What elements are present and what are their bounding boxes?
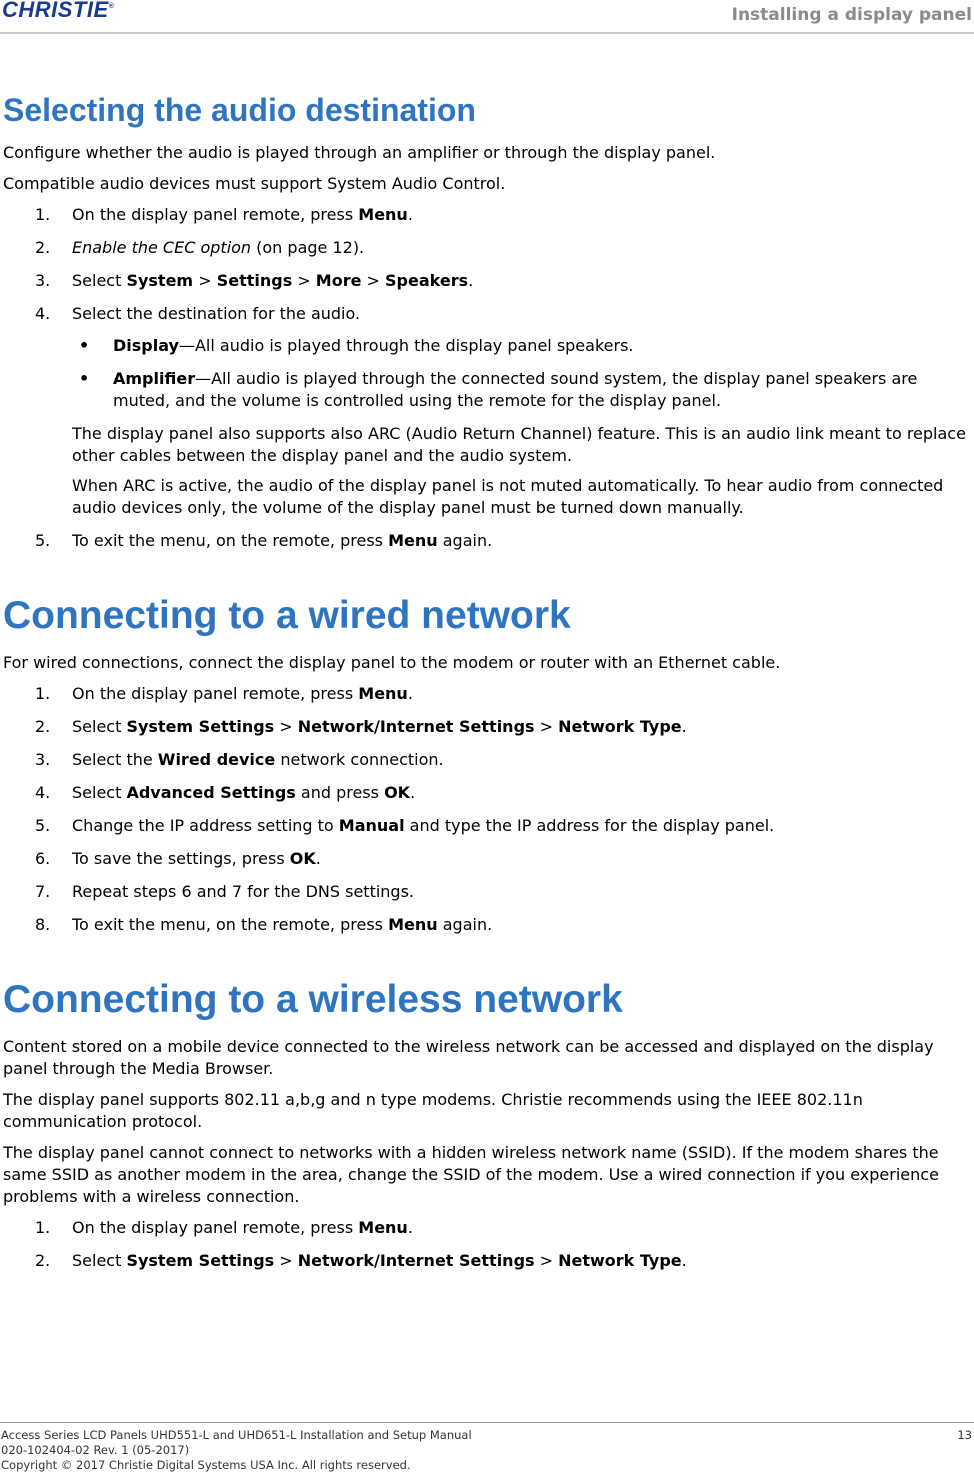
audio-options xyxy=(72,335,968,412)
list-item: • Amplifier—All audio is played through the connected sound system, the display panel speakers are muted, and the volume is controlled using the remote for the display panel. xyxy=(79,369,918,410)
list-item: 8. To exit the menu, on the remote, press Menu again. xyxy=(35,915,493,934)
page-header xyxy=(0,0,974,32)
list-item: 5. To exit the menu, on the remote, press Menu again. xyxy=(35,531,493,550)
arc-note-2: When ARC is active, the audio of the display panel is not muted automatically. To hear audio from connected audio devices only, the volume of the display panel must be turned down manually. xyxy=(72,476,944,517)
audio-steps xyxy=(3,204,968,552)
page-number: 13 xyxy=(957,1428,972,1442)
wireless-intro-3: The display panel cannot connect to networks with a hidden wireless network name (SSID). If the modem shares the same SSID as another modem in the area, change the SSID of the modem. Use a wired connection if you experience problems with a wireless connection. xyxy=(3,1143,939,1206)
list-item: 6. To save the settings, press OK. xyxy=(35,849,321,868)
list-item: 1. On the display panel remote, press Menu. xyxy=(35,1218,413,1237)
arc-note-1: The display panel also supports also ARC (Audio Return Channel) feature. This is an audio link meant to replace other cables between the display panel and the audio system. xyxy=(72,424,966,465)
list-item: 3. Select the Wired device network connection. xyxy=(35,750,444,769)
christie-logo xyxy=(2,0,114,23)
footer-divider xyxy=(0,1422,974,1423)
wireless-intro-2: The display panel supports 802.11 a,b,g and n type modems. Christie recommends using the IEEE 802.11n communication protocol. xyxy=(3,1090,863,1131)
footer-revision: 020-102404-02 Rev. 1 (05-2017) xyxy=(1,1443,190,1457)
audio-intro-2: Compatible audio devices must support System Audio Control. xyxy=(3,174,506,193)
list-item: 4. Select Advanced Settings and press OK. xyxy=(35,783,416,802)
wired-steps xyxy=(3,683,968,936)
list-item: 1. On the display panel remote, press Menu. xyxy=(35,205,413,224)
list-item: 7. Repeat steps 6 and 7 for the DNS settings. xyxy=(35,882,415,901)
cec-option-link[interactable]: Enable the CEC option xyxy=(72,238,252,257)
wireless-steps xyxy=(3,1217,968,1272)
list-item: 3. Select System > Settings > More > Speakers. xyxy=(35,271,474,290)
audio-intro-1: Configure whether the audio is played through an amplifier or through the display panel. xyxy=(3,143,716,162)
header-divider xyxy=(0,32,974,34)
wired-intro: For wired connections, connect the display panel to the modem or router with an Ethernet cable. xyxy=(3,653,781,672)
list-item: 5. Change the IP address setting to Manual and type the IP address for the display panel. xyxy=(35,816,775,835)
footer-manual-title: Access Series LCD Panels UHD551-L and UHD651-L Installation and Setup Manual xyxy=(1,1428,472,1442)
logo-text: CHRISTIE xyxy=(2,0,109,22)
list-item: 2. Select System Settings > Network/Internet Settings > Network Type. xyxy=(35,717,687,736)
wireless-heading: Connecting to a wireless network xyxy=(3,978,623,1021)
page-footer xyxy=(0,1418,974,1473)
section-heading: Installing a display panel xyxy=(731,5,972,25)
list-item: 2. Select System Settings > Network/Internet Settings > Network Type. xyxy=(35,1251,687,1270)
list-item: 4. Select the destination for the audio. • Display—All audio is played through the display panel speakers. • Amplifier—All audio is played through the connected sound system, the display panel speakers are muted, and the volume is controlled using the remote for the display panel. The display panel also supports also ARC (Audio Return Channel) feature. This is an audio link meant to replace other cables between the display panel and the audio system. When ARC is active, the audio of the display panel is not muted automatically. To hear audio from connected audio devices only, the volume of the display panel must be turned down manually. xyxy=(3,303,968,519)
list-item: 1. On the display panel remote, press Menu. xyxy=(35,684,413,703)
audio-heading: Selecting the audio destination xyxy=(3,92,476,128)
list-item: 2. Enable the CEC option (on page 12). xyxy=(35,238,365,257)
wireless-intro-1: Content stored on a mobile device connected to the wireless network can be accessed and displayed on the display panel through the Media Browser. xyxy=(3,1037,934,1078)
list-item: • Display—All audio is played through the display panel speakers. xyxy=(79,336,634,355)
page-content xyxy=(3,90,968,1283)
registered-mark: ® xyxy=(108,3,115,10)
footer-copyright: Copyright © 2017 Christie Digital Systems USA Inc. All rights reserved. xyxy=(1,1458,411,1472)
wired-heading: Connecting to a wired network xyxy=(3,594,571,637)
